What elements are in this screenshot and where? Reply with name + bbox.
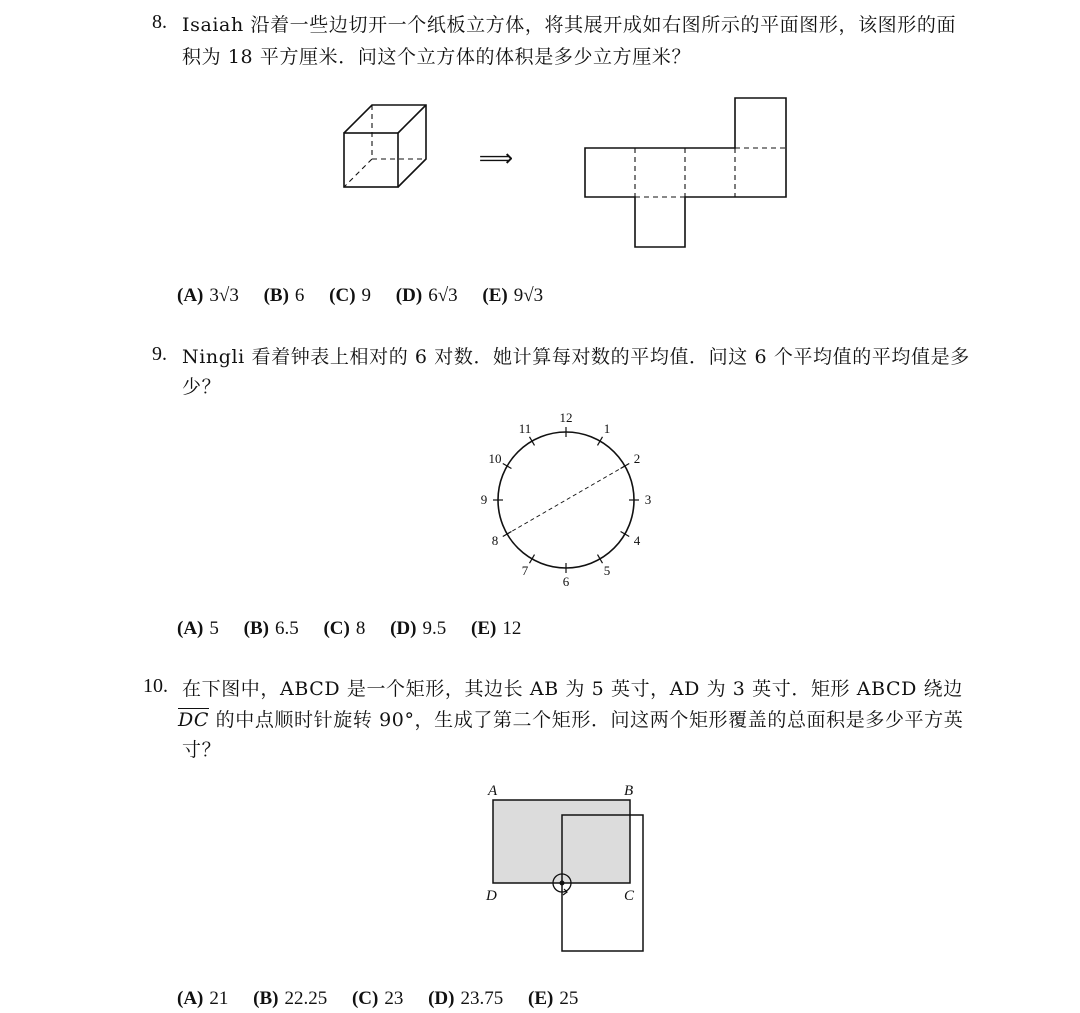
clock-number: 6	[562, 574, 570, 589]
choice-b[interactable]: (B) 22.25	[253, 988, 328, 1009]
choice-c[interactable]: (C) 9	[329, 285, 372, 306]
choice-a[interactable]: (A) 3√3	[177, 285, 239, 306]
choice-e[interactable]: (E) 12	[471, 618, 522, 639]
clock-tick	[503, 464, 512, 469]
choice-c[interactable]: (C) 8	[323, 618, 366, 639]
clock-number: 9	[480, 492, 488, 507]
problem-8-number: 8.	[152, 11, 167, 33]
problem-8-text-line2: 积为 18 平方厘米．问这个立方体的体积是多少立方厘米？	[182, 46, 692, 68]
cube-diagram	[344, 105, 426, 187]
choice-b[interactable]: (B) 6.5	[243, 618, 299, 639]
choice-b[interactable]: (B) 6	[263, 285, 305, 306]
clock-tick	[598, 555, 603, 564]
clock-number: 12	[559, 410, 573, 425]
choice-e[interactable]: (E) 9√3	[482, 285, 544, 306]
problem-9-text-line2: 少？	[182, 376, 222, 398]
label-c: C	[624, 888, 635, 904]
problem-10-text-line2-rest: 的中点顺时针旋转 90°，生成了第二个矩形．问这两个矩形覆盖的总面积是多少平方英	[208, 709, 964, 731]
problem-10-text-line2	[178, 705, 963, 735]
choice-c[interactable]: (C) 23	[351, 988, 404, 1009]
label-d: D	[486, 888, 497, 904]
clock-tick	[530, 437, 535, 446]
choice-a[interactable]: (A) 21	[177, 988, 229, 1009]
choice-d[interactable]: (D) 23.75	[428, 988, 504, 1009]
problem-9-choices	[177, 618, 541, 640]
problem-8-figure	[330, 95, 800, 255]
label-a: A	[488, 783, 498, 799]
problem-10-choices	[177, 988, 598, 1010]
clock-number: 1	[603, 420, 611, 436]
problem-9-number: 9.	[152, 343, 167, 365]
label-b: B	[624, 783, 634, 799]
clock-number: 11	[518, 420, 532, 436]
clock-tick	[530, 555, 535, 564]
problem-10-text-line3: 寸？	[182, 739, 222, 761]
problem-9-text-line1: Ningli 看着钟表上相对的 6 对数．她计算每对数的平均值．问这 6 个平均值的平均值是多	[182, 346, 970, 368]
problem-8-choices	[177, 285, 563, 307]
problem-8-text-line1: Isaiah 沿着一些边切开一个纸板立方体，将其展开成如右图所示的平面图形，该图形的面	[182, 14, 957, 36]
implies-arrow: ⟹	[478, 146, 514, 172]
problem-10-number: 10.	[143, 675, 168, 697]
clock-number: 4	[633, 533, 641, 548]
segment-dc: $\overline{DC}$	[178, 709, 209, 731]
rectangles-diagram	[480, 778, 660, 958]
problem-10-text-line1: 在下图中，ABCD 是一个矩形，其边长 AB 为 5 英寸，AD 为 3 英寸．矩形 ABCD 绕边	[182, 678, 963, 700]
rotation-center	[560, 881, 565, 886]
dashed-chord-2-to-8	[507, 466, 625, 534]
choice-a[interactable]: (A) 5	[177, 618, 219, 639]
cube-net-diagram	[585, 98, 786, 247]
clock-number: 10	[488, 451, 502, 466]
clock-number: 2	[633, 451, 641, 466]
clock-diagram	[466, 405, 666, 590]
clock-number: 5	[603, 563, 611, 579]
clock-tick	[621, 532, 630, 537]
clock-number: 3	[644, 492, 652, 507]
clock-number: 8	[491, 533, 499, 548]
choice-d[interactable]: (D) 6√3	[395, 285, 458, 306]
clock-number: 7	[521, 563, 529, 579]
clock-tick	[598, 437, 603, 446]
choice-e[interactable]: (E) 25	[528, 988, 579, 1009]
choice-d[interactable]: (D) 9.5	[390, 618, 447, 639]
